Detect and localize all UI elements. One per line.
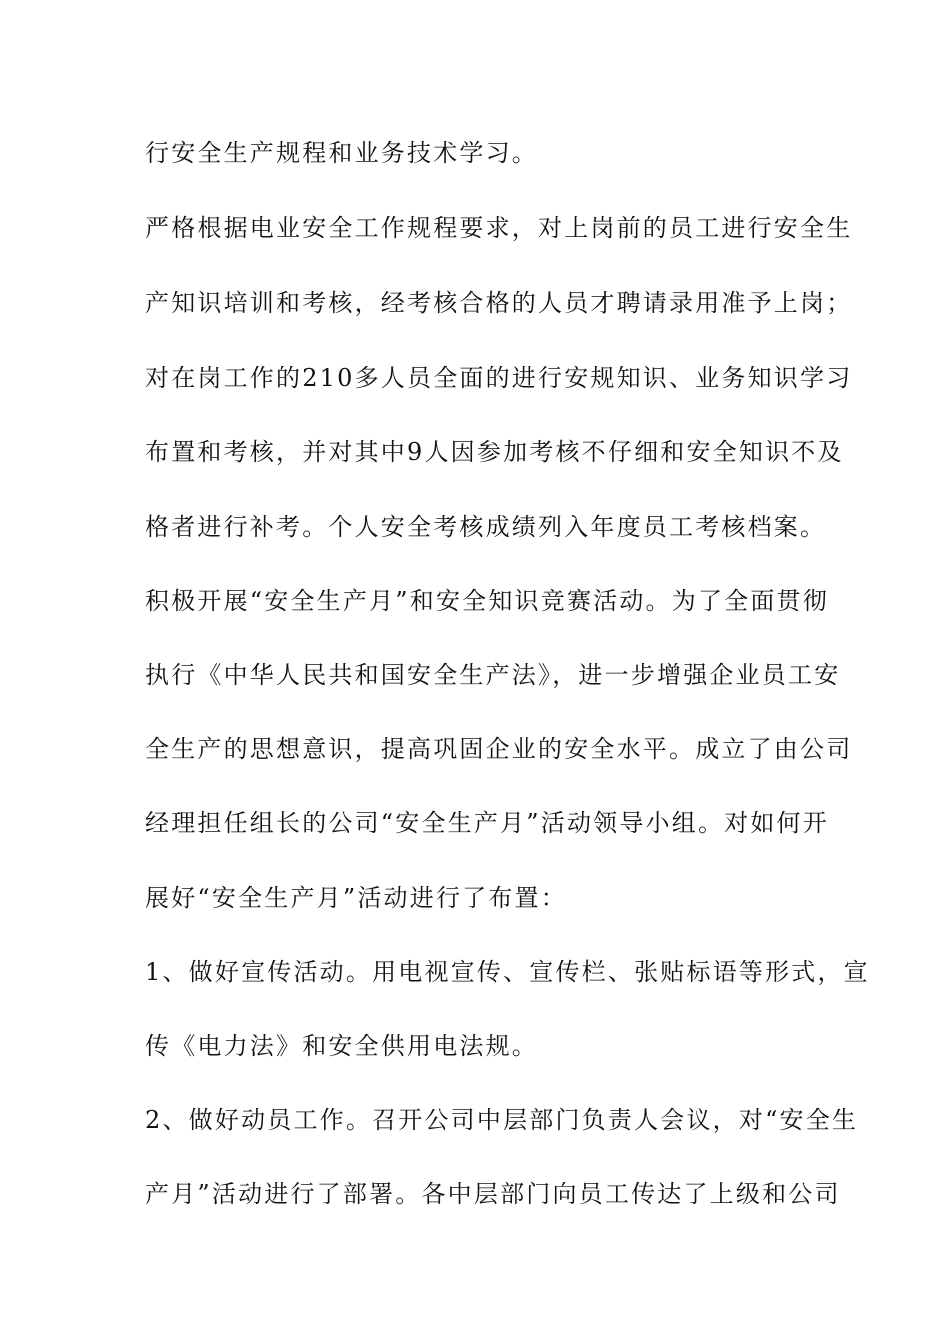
text-line-12: 1、做好宣传活动。用电视宣传、宣传栏、张贴标语等形式，宣 xyxy=(145,958,870,986)
text-line-9: 全生产的思想意识，提高巩固企业的安全水平。成立了由公司 xyxy=(145,735,853,763)
text-line-6: 格者进行补考。个人安全考核成绩列入年度员工考核档案。 xyxy=(145,513,827,541)
text-line-14: 2、做好动员工作。召开公司中层部门负责人会议，对“安全生 xyxy=(145,1106,859,1134)
text-line-13: 传《电力法》和安全供用电法规。 xyxy=(145,1032,538,1060)
text-line-11: 展好“安全生产月”活动进行了布置： xyxy=(145,884,567,912)
text-line-1: 行安全生产规程和业务技术学习。 xyxy=(145,139,538,167)
text-line-15: 产月”活动进行了部署。各中层部门向员工传达了上级和公司 xyxy=(145,1180,841,1208)
text-line-8: 执行《中华人民共和国安全生产法》，进一步增强企业员工安 xyxy=(145,661,841,689)
text-line-2: 严格根据电业安全工作规程要求，对上岗前的员工进行安全生 xyxy=(145,214,853,242)
text-line-4: 对在岗工作的210多人员全面的进行安规知识、业务知识学习 xyxy=(145,364,853,392)
text-line-7: 积极开展“安全生产月”和安全知识竞赛活动。为了全面贯彻 xyxy=(145,587,829,615)
text-line-5: 布置和考核，并对其中9人因参加考核不仔细和安全知识不及 xyxy=(145,438,844,466)
text-line-3: 产知识培训和考核，经考核合格的人员才聘请录用准予上岗； xyxy=(145,289,853,317)
text-line-10: 经理担任组长的公司“安全生产月”活动领导小组。对如何开 xyxy=(145,809,829,837)
